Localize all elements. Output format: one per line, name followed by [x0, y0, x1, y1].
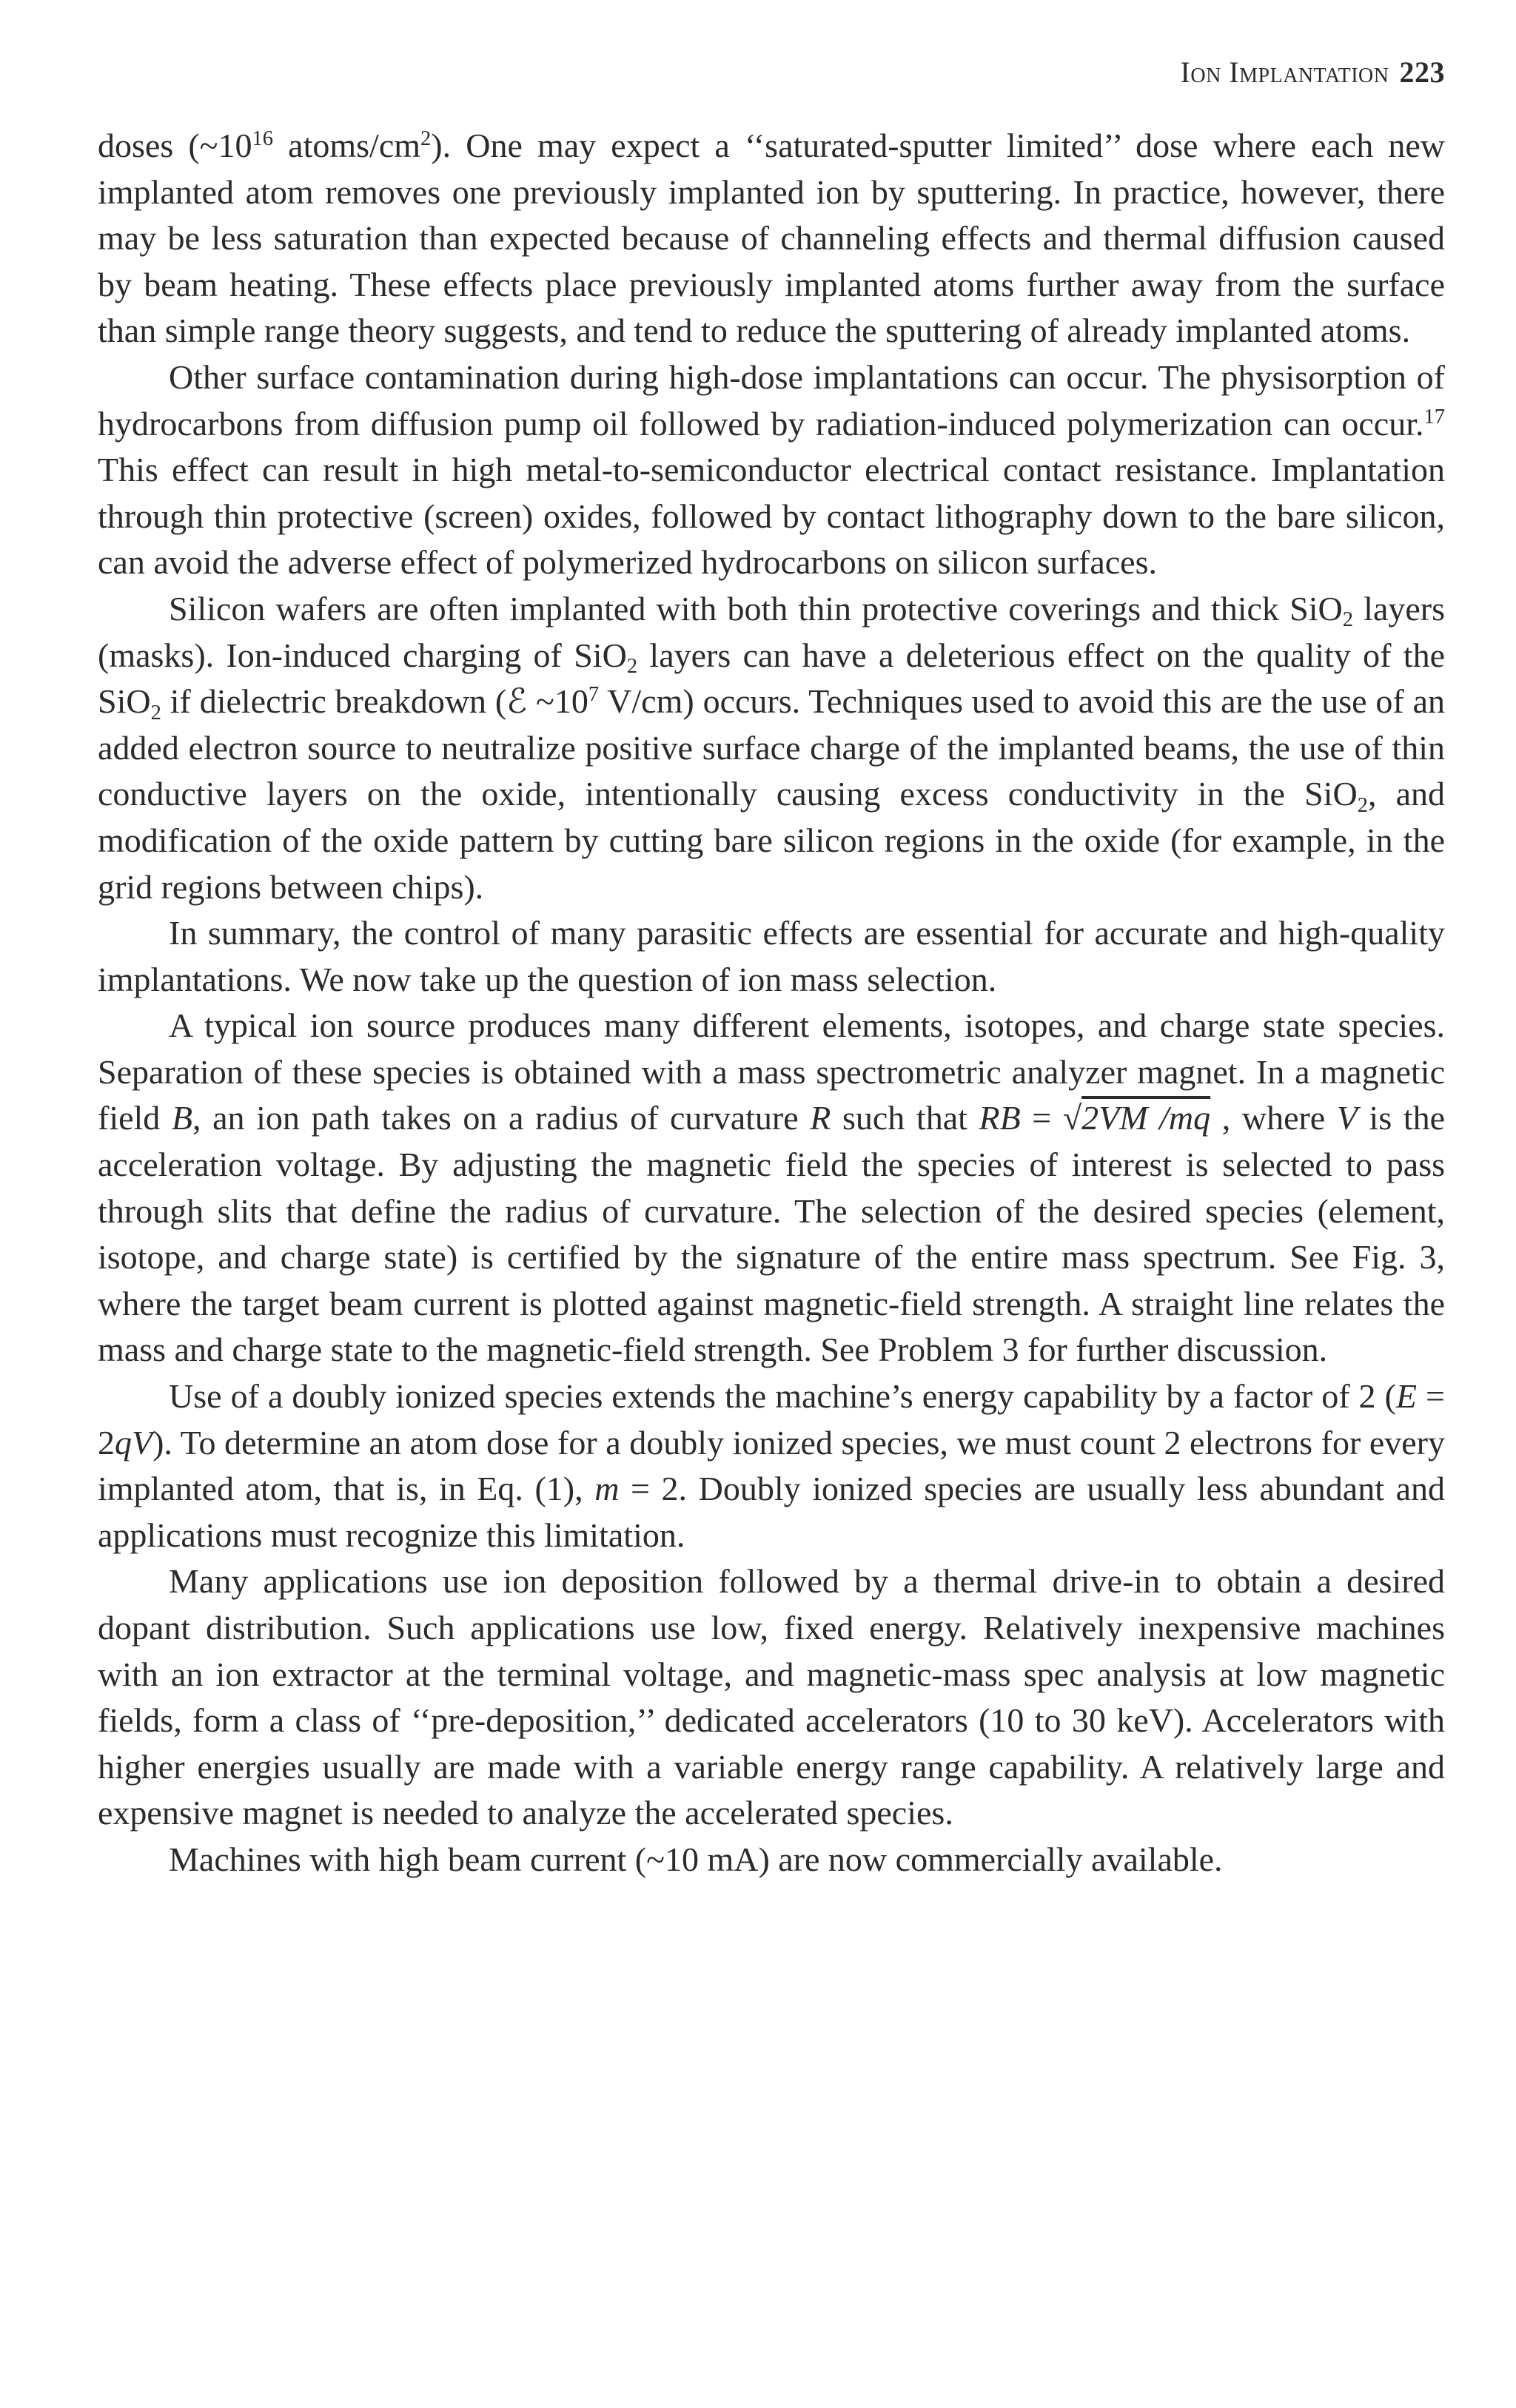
running-head-title: Ion Implantation [1180, 56, 1389, 89]
body-text [98, 123, 1445, 1883]
paragraph: Use of a doubly ionized species extends the machine’s energy capability by a factor of 2 (E = 2qV). To determine an atom dose for a doubly ionized species, we must count 2 electrons for every implanted atom, that is, in Eq. (1), m = 2. Doubly ionized species are usually less abundant and applications must recognize this limitation. [98, 1377, 1446, 1554]
paragraph: Many applications use ion deposition followed by a thermal drive-in to obtain a desired dopant distribution. Such applications use low, fixed energy. Relatively inexpensive machines with an ion extractor at the terminal voltage, and magnetic-mass spec analysis at low magnetic fields, form a class of ‘‘pre-deposition,’’ dedicated accelerators (10 to 30 keV). Accelerators with higher energies usually are made with a variable energy range capability. A relatively large and expensive magnet is needed to analyze the accelerated species. [98, 1562, 1445, 1832]
paragraph: Silicon wafers are often implanted with both thin protective coverings and thick SiO$_2$ layers (masks). Ion-induced charging of SiO$_2$ layers can have a deleterious effect on the quality of the SiO$_2$ if dielectric breakdown (ℰ $\sim 10^7$ V/cm) occurs. Techniques used to avoid this are the use of an added electron source to neutralize positive surface charge of the implanted beams, the use of thin conductive layers on the oxide, intentionally causing excess conductivity in the SiO$_2$, and modification of the oxide pattern by cutting bare silicon regions in the oxide (for example, in the grid regions between chips). [98, 589, 1446, 906]
paragraph: A typical ion source produces many different elements, isotopes, and charge state species. Separation of these species is obtained with a mass spectrometric analyzer magnet. In a magnetic field B, an ion path takes on a radius of curvature R such that RB = √2VM /mq , where V is the acceleration voltage. By adjusting the magnetic field the species of interest is selected to pass through slits that define the radius of curvature. The selection of the desired species (element, isotope, and charge state) is certified by the signature of the entire mass spectrum. See Fig. 3, where the target beam current is plotted against magnetic-field strength. A straight line relates the mass and charge state to the magnetic-field strength. See Problem 3 for further discussion. [98, 1006, 1446, 1369]
paragraph: Machines with high beam current (~10 mA) are now commercially available. [169, 1840, 1223, 1878]
page-number: 223 [1399, 56, 1445, 89]
running-head [98, 43, 1445, 102]
paragraph: doses ($\sim 10^{16}$ atoms/$cm^2$). One may expect a ‘‘saturated-sputter limited’’ dose where each new implanted atom removes one previously implanted ion by sputtering. In practice, however, there may be less saturation than expected because of channeling effects and thermal diffusion caused by beam heating. These effects place previously implanted atoms further away from the surface than simple range theory suggests, and tend to reduce the sputtering of already implanted atoms. [98, 127, 1445, 350]
book-page [98, 43, 1445, 1883]
paragraph: In summary, the control of many parasitic effects are essential for accurate and high-quality implantations. We now take up the question of ion mass selection. [98, 914, 1445, 998]
paragraph: Other surface contamination during high-dose implantations can occur. The physisorption of hydrocarbons from diffusion pump oil followed by radiation-induced polymerization can occur.$^{17}$ This effect can result in high metal-to-semiconductor electrical contact resistance. Implantation through thin protective (screen) oxides, followed by contact lithography down to the bare silicon, can avoid the adverse effect of polymerized hydrocarbons on silicon surfaces. [98, 357, 1445, 582]
